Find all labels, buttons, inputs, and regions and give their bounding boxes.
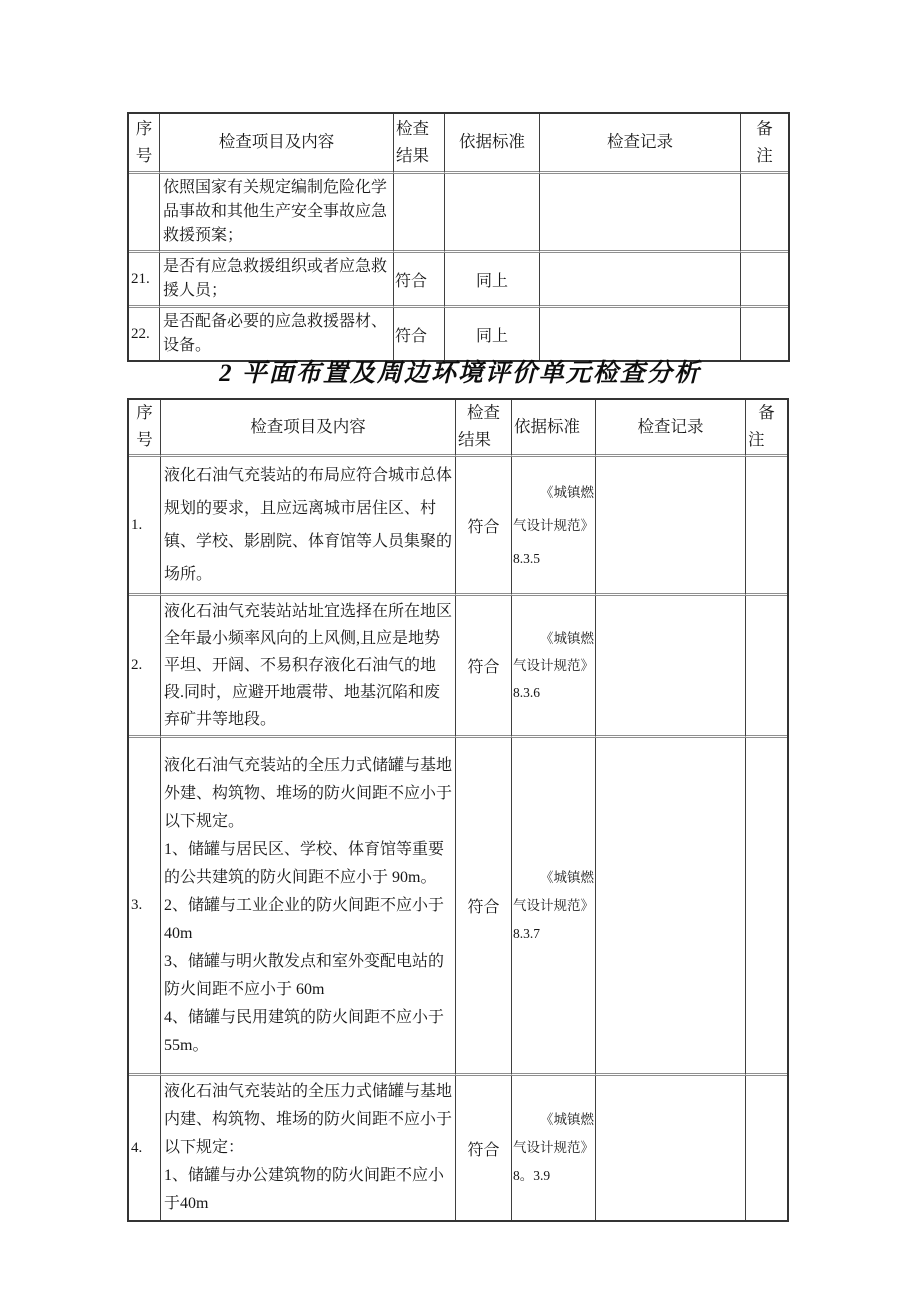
item-paragraph: 依照国家有关规定编制危险化学品事故和其他生产安全事故应急救援预案； — [163, 179, 388, 244]
table-1 — [127, 112, 790, 362]
cell-item — [160, 253, 394, 308]
standard-line: 气设计规范》 — [513, 897, 594, 913]
header-note-line2: 注 — [748, 431, 765, 449]
header-result-line2: 结果 — [458, 431, 491, 449]
standard-line: 8.3.5 — [513, 550, 540, 566]
cell-note — [741, 174, 788, 253]
header-note-line2: 注 — [756, 146, 773, 165]
standard-line: 8。3.9 — [513, 1168, 551, 1183]
section-title: 2 平面布置及周边环境评价单元检查分析 — [219, 360, 701, 387]
cell-seq: 3. — [129, 738, 161, 1076]
table-2-header-seq — [129, 400, 161, 457]
standard-line: 气设计规范》 — [513, 517, 594, 533]
cell-result: 符合 — [394, 253, 445, 308]
cell-seq — [129, 174, 160, 253]
table-1-header-standard: 依据标准 — [445, 114, 540, 174]
header-result-line1: 检查 — [396, 119, 429, 138]
cell-record — [596, 738, 746, 1076]
table-row — [129, 457, 787, 596]
table-1-header-seq — [129, 114, 160, 174]
cell-seq: 21. — [129, 253, 160, 308]
cell-item — [161, 596, 456, 738]
table-1-header-item: 检查项目及内容 — [160, 114, 394, 174]
table-1-header-result — [394, 114, 445, 174]
cell-item — [161, 457, 456, 596]
item-paragraph: 4、储罐与民用建筑的防火间距不应小于55m。 — [164, 1008, 445, 1054]
item-paragraph: 3、储罐与明火散发点和室外变配电站的防火间距不应小于 60m — [164, 952, 445, 998]
table-row — [129, 1076, 787, 1220]
cell-result: 符合 — [456, 738, 512, 1076]
cell-seq: 4. — [129, 1076, 161, 1220]
item-paragraph: 液化石油气充装站的全压力式储罐与基地内建、构筑物、堆场的防火间距不应小于以下规定： — [164, 1083, 453, 1156]
table-row — [129, 253, 788, 308]
cell-seq: 2. — [129, 596, 161, 738]
cell-seq: 1. — [129, 457, 161, 596]
item-paragraph: 液化石油气充装站的布局应符合城市总体规划的要求，且应远离城市居住区、村镇、学校、影剧院、体育馆等人员集聚的场所。 — [164, 467, 453, 583]
cell-note — [741, 253, 788, 308]
cell-result: 符合 — [456, 457, 512, 596]
table-1-header-record: 检查记录 — [540, 114, 741, 174]
table-1-header-row — [129, 114, 788, 174]
table-row — [129, 738, 787, 1076]
cell-standard — [512, 1076, 596, 1220]
item-paragraph: 液化石油气充装站站址宜选择在所在地区全年最小频率风向的上风侧,且应是地势平坦、开阔、不易积存液化石油气的地段.同时，应避开地震带、地基沉陷和废弃矿井等地段。 — [164, 603, 453, 728]
table-row — [129, 174, 788, 253]
cell-record — [540, 174, 741, 253]
cell-record — [596, 596, 746, 738]
cell-note — [746, 596, 787, 738]
header-note-line1: 备 — [758, 404, 775, 422]
standard-line: 《城镇燃 — [540, 484, 594, 500]
standard-line: 气设计规范》 — [513, 1140, 594, 1155]
cell-note — [746, 457, 787, 596]
header-seq-line1: 序 — [136, 404, 153, 422]
cell-seq: 22. — [129, 308, 160, 360]
item-paragraph: 1、储罐与办公建筑物的防火间距不应小于40m — [164, 1167, 445, 1212]
standard-line: 《城镇燃 — [540, 869, 594, 885]
cell-standard — [512, 596, 596, 738]
header-result-line2: 结果 — [396, 146, 429, 165]
cell-item — [161, 738, 456, 1076]
cell-standard — [512, 738, 596, 1076]
header-note-line1: 备 — [756, 119, 773, 138]
table-2 — [127, 398, 789, 1222]
table-2-header-note — [746, 400, 787, 457]
item-paragraph: 液化石油气充装站的全压力式储罐与基地外建、构筑物、堆场的防火间距不应小于以下规定。 — [164, 756, 453, 830]
table-2-header-standard: 依据标准 — [512, 400, 596, 457]
cell-item — [161, 1076, 456, 1220]
item-paragraph: 是否有应急救援组织或者应急救援人员； — [163, 258, 388, 299]
cell-item — [160, 174, 394, 253]
cell-result: 符合 — [456, 1076, 512, 1220]
table-row — [129, 596, 787, 738]
standard-line: 8.3.7 — [513, 925, 540, 941]
standard-line: 《城镇燃 — [540, 631, 594, 646]
item-paragraph: 是否配备必要的应急救援器材、设备。 — [163, 313, 388, 354]
cell-standard: 同上 — [445, 253, 540, 308]
item-paragraph: 1、储罐与居民区、学校、体育馆等重要的公共建筑的防火间距不应小于 90m。 — [164, 840, 445, 886]
cell-standard: 同上 — [445, 308, 540, 360]
header-seq-line1: 序 — [135, 119, 153, 138]
table-2-header-record: 检查记录 — [596, 400, 746, 457]
cell-result — [394, 174, 445, 253]
cell-result: 符合 — [394, 308, 445, 360]
header-result-line1: 检查 — [467, 404, 500, 422]
cell-record — [596, 457, 746, 596]
cell-result: 符合 — [456, 596, 512, 738]
table-2-header-item: 检查项目及内容 — [161, 400, 456, 457]
cell-standard — [512, 457, 596, 596]
standard-line: 气设计规范》 — [513, 658, 594, 673]
header-seq-line2: 号 — [135, 146, 153, 165]
cell-record — [596, 1076, 746, 1220]
standard-line: 《城镇燃 — [540, 1112, 594, 1127]
cell-note — [746, 738, 787, 1076]
table-1-header-note — [741, 114, 788, 174]
header-seq-line2: 号 — [136, 431, 153, 449]
cell-note — [746, 1076, 787, 1220]
cell-standard — [445, 174, 540, 253]
table-2-header-row — [129, 400, 787, 457]
table-2-header-result — [456, 400, 512, 457]
standard-line: 8.3.6 — [513, 685, 540, 700]
cell-record — [540, 253, 741, 308]
item-paragraph: 2、储罐与工业企业的防火间距不应小于40m — [164, 896, 445, 942]
